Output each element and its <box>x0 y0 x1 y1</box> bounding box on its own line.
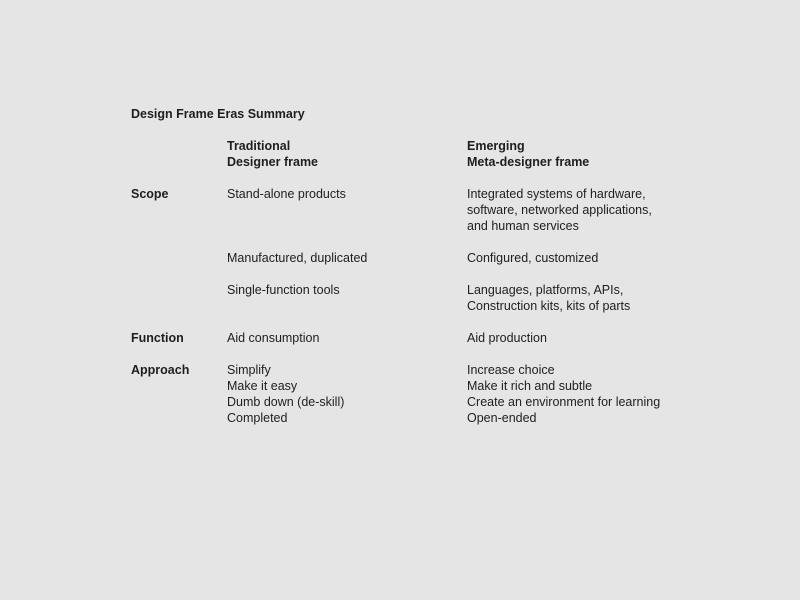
emerging-line: Construction kits, kits of parts <box>467 299 631 313</box>
traditional-line: Completed <box>227 411 288 425</box>
emerging-line: Make it rich and subtle <box>467 379 593 393</box>
emerging-cell <box>467 250 598 266</box>
traditional-cell <box>227 330 319 346</box>
header-traditional-line: Traditional <box>227 139 291 153</box>
traditional-line: Stand-alone products <box>227 187 346 201</box>
traditional-line: Manufactured, duplicated <box>227 251 368 265</box>
traditional-line: Simplify <box>227 363 271 377</box>
emerging-line: and human services <box>467 219 579 233</box>
emerging-line: Create an environment for learning <box>467 395 661 409</box>
row-label-function: Function <box>131 331 184 345</box>
emerging-line: Integrated systems of hardware, <box>467 187 646 201</box>
emerging-cell <box>467 186 652 234</box>
traditional-line: Dumb down (de-skill) <box>227 395 345 409</box>
emerging-line: Increase choice <box>467 363 555 377</box>
row-label-approach: Approach <box>131 363 190 377</box>
emerging-line: Aid production <box>467 331 547 345</box>
emerging-line: Configured, customized <box>467 251 599 265</box>
emerging-line: Open-ended <box>467 411 537 425</box>
row-label-scope: Scope <box>131 187 169 201</box>
header-emerging-line: Meta-designer frame <box>467 155 590 169</box>
header-emerging-line: Emerging <box>467 139 525 153</box>
emerging-line: Languages, platforms, APIs, <box>467 283 624 297</box>
emerging-line: software, networked applications, <box>467 203 652 217</box>
traditional-line: Aid consumption <box>227 331 320 345</box>
traditional-line: Single-function tools <box>227 283 340 297</box>
traditional-cell <box>227 362 344 426</box>
traditional-line: Make it easy <box>227 379 298 393</box>
emerging-cell <box>467 282 630 314</box>
page-title: Design Frame Eras Summary <box>131 107 305 121</box>
header-traditional <box>227 138 318 170</box>
traditional-cell <box>227 282 340 298</box>
emerging-cell <box>467 362 660 426</box>
header-traditional-line: Designer frame <box>227 155 319 169</box>
traditional-cell <box>227 250 367 266</box>
emerging-cell <box>467 330 547 346</box>
traditional-cell <box>227 186 346 202</box>
header-emerging <box>467 138 589 170</box>
